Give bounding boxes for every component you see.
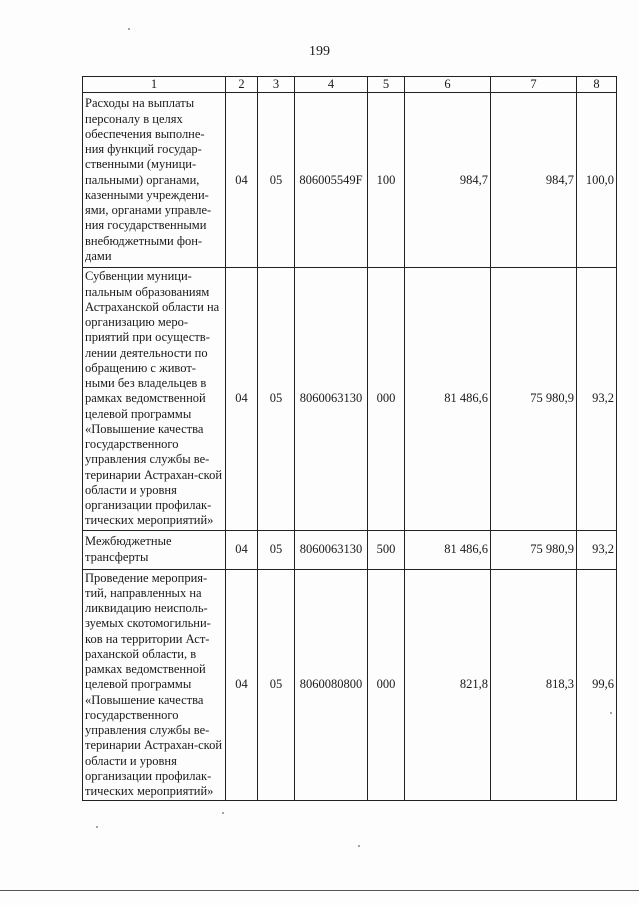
row-executed: 984,7 [491, 93, 577, 268]
row-percent: 100,0 [577, 93, 617, 268]
row-description: Субвенции муници-пальным образованиям Астраханской области на организацию меро-приятий при осуществ-лении деятельности по обращению с живот-ными без владельцев в рамках ведомственной целевой программы «Повышение качества государственного управления службы ве-теринарии Астрахан-ской области и уровня организации профилак-тических мероприятий» [83, 268, 226, 530]
header-row [83, 77, 617, 93]
row-description: Расходы на выплаты персоналу в целях обеспечения выполне-ния функций государ-ственными (муници-пальными) органами, казенными учреждени-ями, органами управле-ния государственными внебюджетными фон-дами [83, 93, 226, 268]
row-plan: 81 486,6 [405, 530, 491, 569]
row-description: Межбюджетные трансферты [83, 530, 226, 569]
scan-edge-line [0, 890, 639, 891]
row-description: Проведение мероприя-тий, направленных на ликвидацию неисполь-зуемых скотомогильни-ков на территории Аст-раханской области, в рамках ведомственной целевой программы «Повышение качества государственного управления службы ве-теринарии Астрахан-ской области и уровня организации профилак-тических мероприятий» [83, 569, 226, 801]
row-executed: 818,3 [491, 569, 577, 801]
row-plan: 984,7 [405, 93, 491, 268]
scan-speck [96, 826, 98, 828]
row-target-article: 806005549F [295, 93, 368, 268]
row-subsection: 05 [258, 530, 295, 569]
header-col-6: 6 [405, 77, 491, 93]
table-row [83, 93, 617, 268]
row-target-article: 8060080800 [295, 569, 368, 801]
row-expense-type: 000 [368, 569, 405, 801]
row-subsection: 05 [258, 569, 295, 801]
row-target-article: 8060063130 [295, 268, 368, 530]
scan-speck [222, 812, 224, 814]
row-percent: 93,2 [577, 268, 617, 530]
row-section: 04 [226, 268, 258, 530]
header-col-8: 8 [577, 77, 617, 93]
header-col-1: 1 [83, 77, 226, 93]
page-number: 199 [309, 44, 330, 59]
row-plan: 81 486,6 [405, 268, 491, 530]
row-executed: 75 980,9 [491, 268, 577, 530]
header-col-5: 5 [368, 77, 405, 93]
row-expense-type: 500 [368, 530, 405, 569]
header-col-4: 4 [295, 77, 368, 93]
row-expense-type: 000 [368, 268, 405, 530]
row-section: 04 [226, 569, 258, 801]
row-executed: 75 980,9 [491, 530, 577, 569]
scan-speck [610, 712, 612, 714]
header-col-7: 7 [491, 77, 577, 93]
header-col-2: 2 [226, 77, 258, 93]
row-section: 04 [226, 93, 258, 268]
row-subsection: 05 [258, 93, 295, 268]
row-section: 04 [226, 530, 258, 569]
row-expense-type: 100 [368, 93, 405, 268]
table-row [83, 530, 617, 569]
table-row [83, 268, 617, 530]
budget-table [82, 76, 617, 801]
row-subsection: 05 [258, 268, 295, 530]
row-percent: 99,6 [577, 569, 617, 801]
row-percent: 93,2 [577, 530, 617, 569]
scan-speck [358, 845, 360, 847]
row-plan: 821,8 [405, 569, 491, 801]
scan-speck [128, 28, 130, 30]
table-row [83, 569, 617, 801]
row-target-article: 8060063130 [295, 530, 368, 569]
header-col-3: 3 [258, 77, 295, 93]
